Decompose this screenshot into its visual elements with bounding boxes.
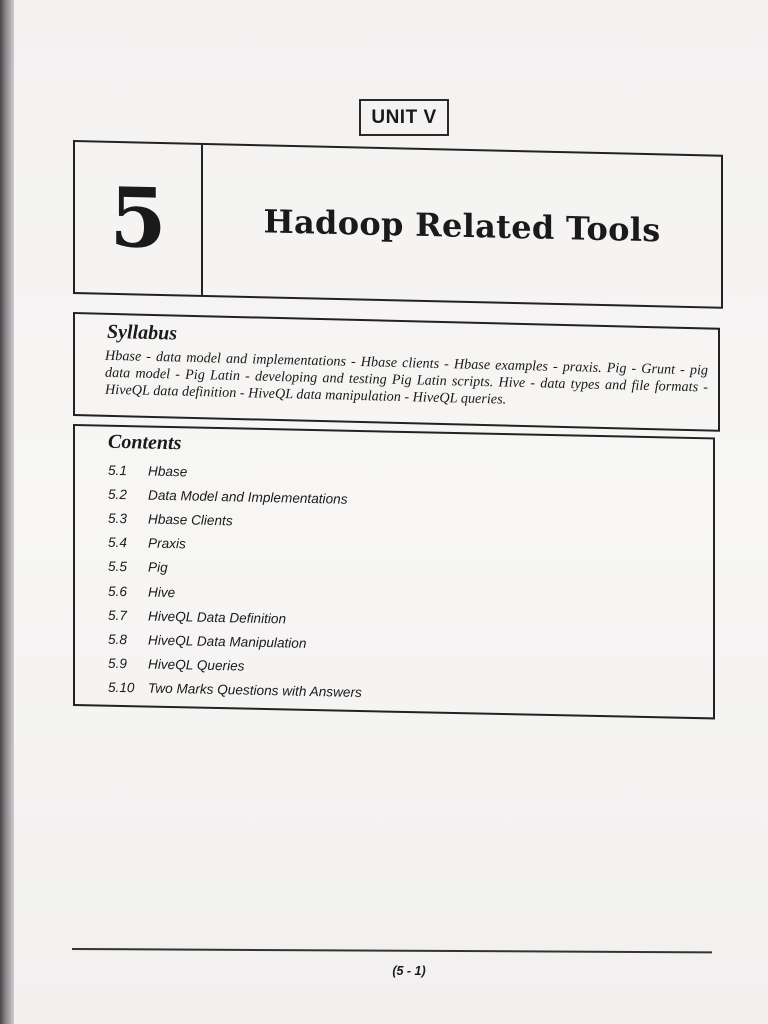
book-spine [0, 0, 14, 1024]
chapter-title: Hadoop Related Tools [263, 202, 661, 250]
contents-item-title: HiveQL Queries [148, 656, 245, 674]
contents-item-title: Data Model and Implementations [148, 487, 348, 507]
contents-list [108, 458, 703, 712]
contents-item-number: 5.3 [108, 510, 127, 527]
contents-box [73, 424, 715, 719]
contents-heading: Contents [108, 430, 182, 455]
contents-item-number: 5.5 [108, 559, 127, 575]
contents-item-number: 5.2 [108, 486, 127, 502]
contents-item-number: 5.9 [108, 655, 127, 672]
contents-item-number: 5.1 [108, 462, 127, 478]
contents-item-title: Two Marks Questions with Answers [148, 680, 362, 701]
footer-rule [72, 948, 712, 953]
contents-item-number: 5.4 [108, 534, 127, 551]
contents-item-title: Praxis [148, 535, 186, 552]
syllabus-heading: Syllabus [107, 320, 178, 345]
contents-item-number: 5.6 [108, 583, 127, 599]
unit-label: UNIT V [359, 99, 449, 136]
page-number: (5 - 1) [392, 964, 426, 978]
chapter-header-box [73, 140, 723, 309]
contents-item-title: HiveQL Data Manipulation [148, 632, 307, 651]
syllabus-text: Hbase - data model and implementations - Hbase clients - Hbase examples - praxis. Pig - Grunt - pig data model - Pig Latin - developing and testing Pig Latin scripts. Hive - data types and file formats - HiveQL data definition - HiveQL data manipulation - HiveQL queries. [105, 347, 708, 408]
chapter-number: 5 [109, 169, 167, 268]
contents-item-title: Hive [148, 584, 176, 600]
contents-item-title: HiveQL Data Definition [148, 608, 287, 627]
contents-item-number: 5.10 [108, 680, 135, 696]
contents-item-title: Pig [148, 559, 168, 576]
contents-item-number: 5.8 [108, 631, 127, 648]
book-page [14, 0, 768, 1024]
contents-item-title: Hbase [148, 463, 188, 479]
syllabus-box [73, 312, 720, 432]
contents-item-title: Hbase Clients [148, 511, 233, 529]
contents-item-number: 5.7 [108, 607, 127, 623]
